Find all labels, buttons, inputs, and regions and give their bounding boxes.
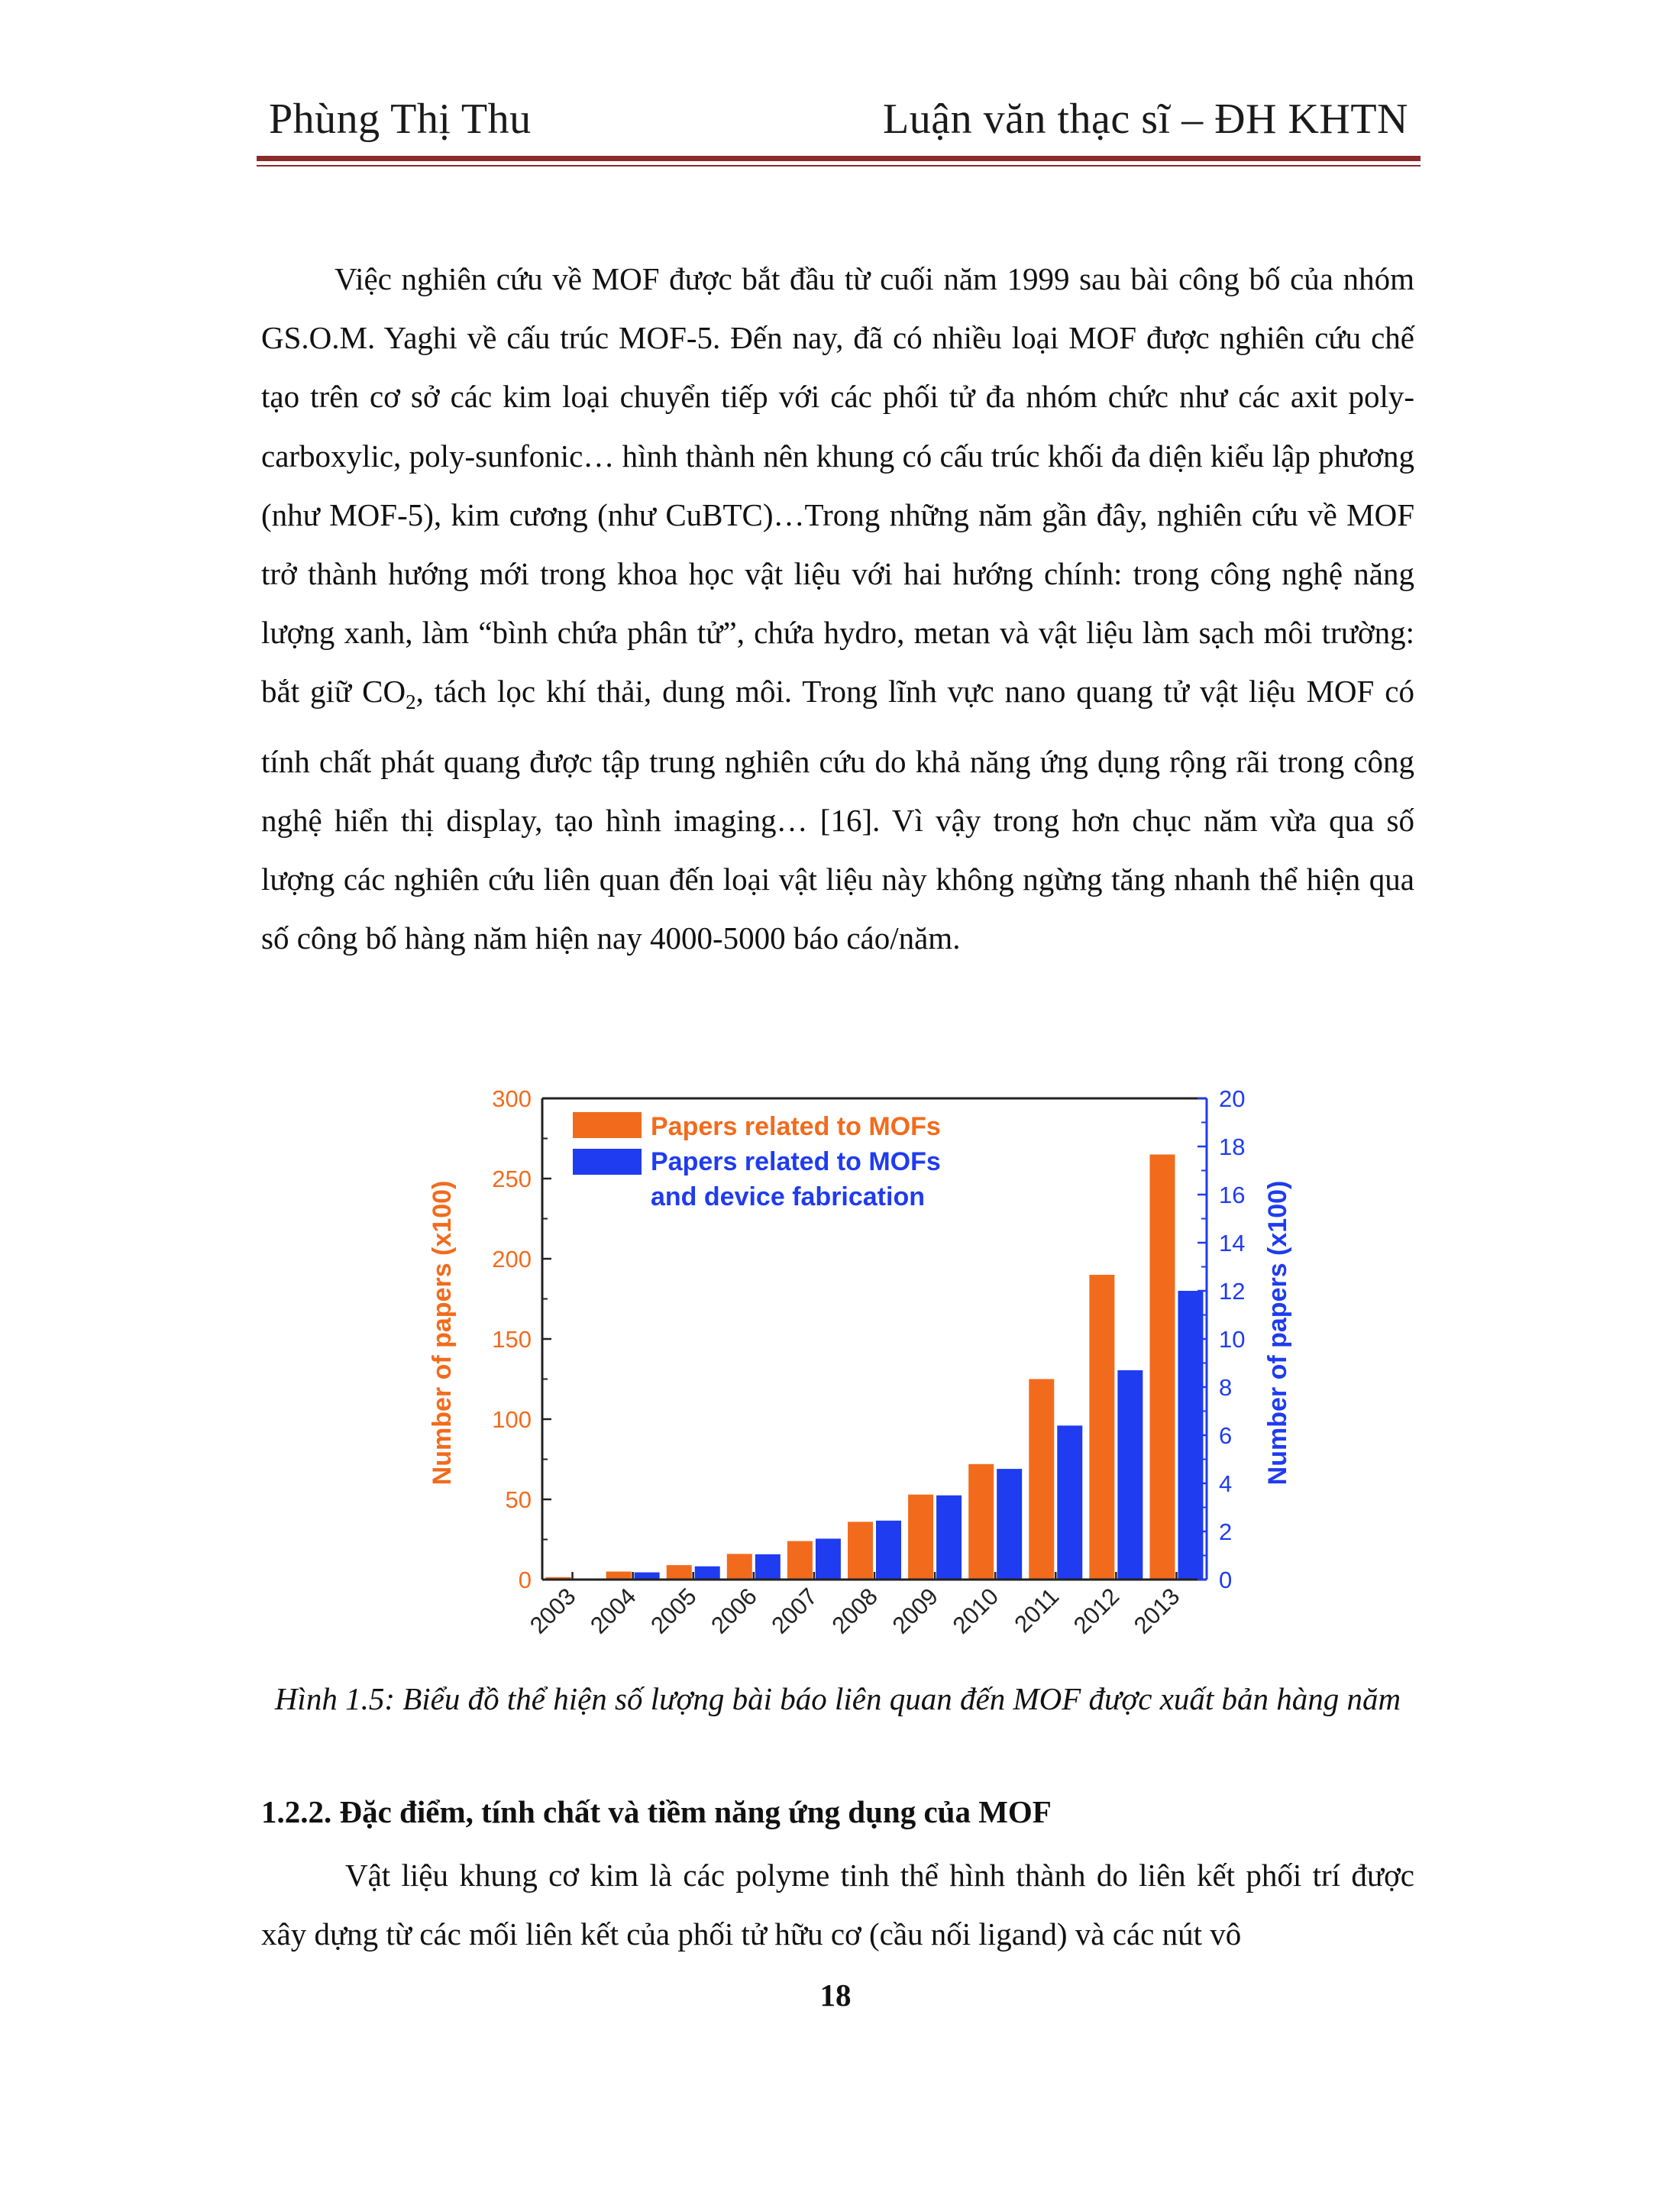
paragraph-1-text-b: , tách lọc khí thải, dung môi. Trong lĩnh vực nano quang tử vật liệu MOF có tính chất phát quang được tập trung nghiên cứu do khả năng ứng dụng rộng rãi trong công nghệ hiển thị display, tạo hình imaging… [16]. Vì vậy trong hơn chục năm vừa qua số lượng các nghiên cứu liên quan đến loại vật liệu này không ngừng tăng nhanh thể hiện qua số công bố hàng năm hiện nay 4000-5000 báo cáo/năm. xyxy=(261,674,1414,956)
bar-device-fabrication xyxy=(695,1567,720,1580)
y-right-tick-label: 0 xyxy=(1219,1567,1233,1593)
bar-mofs xyxy=(1029,1379,1054,1580)
bar-mofs xyxy=(848,1522,873,1580)
x-tick-label: 2011 xyxy=(1009,1583,1065,1638)
y-left-tick-label: 250 xyxy=(492,1166,532,1192)
y-left-tick-label: 0 xyxy=(518,1567,532,1593)
y-right-tick-label: 10 xyxy=(1219,1326,1246,1353)
figure-bar-chart xyxy=(397,1075,1292,1671)
y-right-tick-label: 8 xyxy=(1219,1374,1233,1401)
bar-mofs xyxy=(606,1572,632,1580)
bar-mofs xyxy=(1089,1275,1114,1580)
paragraph-1-text-a: Việc nghiên cứu về MOF được bắt đầu từ cuối năm 1999 sau bài công bố của nhóm GS.O.M. Yaghi về cấu trúc MOF-5. Đến nay, đã có nhiều loại MOF được nghiên cứu chế tạo trên cơ sở các kim loại chuyển tiếp với các phối tử đa nhóm chức như các axit poly-carboxylic, poly-sunfonic… hình thành nên khung có cấu trúc khối đa diện kiểu lập phương (như MOF-5), kim cương (như CuBTC)…Trong những năm gần đây, nghiên cứu về MOF trở thành hướng mới trong khoa học vật liệu với hai hướng chính: trong công nghệ năng lượng xanh, làm “bình chứa phân tử”, chứa hydro, metan và vật liệu làm sạch môi trường: bắt giữ CO xyxy=(261,261,1414,710)
page-header xyxy=(269,90,1408,151)
y-right-tick-label: 4 xyxy=(1219,1470,1233,1497)
legend-swatch-device-fabrication xyxy=(573,1149,642,1175)
body-paragraph-1 xyxy=(261,250,1414,969)
header-rule-thick xyxy=(257,156,1421,161)
paragraph-1-subscript: 2 xyxy=(406,690,416,714)
bar-device-fabrication xyxy=(876,1521,901,1580)
y-left-tick-label: 100 xyxy=(492,1406,532,1433)
bar-device-fabrication xyxy=(997,1469,1022,1580)
y-axis-left-title: Number of papers (x100) xyxy=(428,1180,457,1486)
x-tick-label: 2013 xyxy=(1128,1583,1185,1639)
header-author: Phùng Thị Thu xyxy=(269,95,532,143)
bar-device-fabrication xyxy=(1117,1370,1143,1580)
legend-swatch-mofs xyxy=(573,1112,642,1138)
x-tick-label: 2005 xyxy=(645,1583,702,1639)
y-left-tick-label: 50 xyxy=(505,1486,532,1513)
bar-chart xyxy=(397,1075,1292,1671)
bar-device-fabrication xyxy=(816,1538,841,1580)
legend-label-device-fabrication-line1: Papers related to MOFs xyxy=(651,1147,941,1176)
x-tick-label: 2006 xyxy=(706,1583,762,1639)
legend-label-device-fabrication-line2: and device fabrication xyxy=(651,1182,925,1211)
bar-mofs xyxy=(787,1541,813,1580)
bar-mofs xyxy=(968,1464,994,1580)
y-right-tick-label: 2 xyxy=(1219,1518,1233,1545)
section-heading: 1.2.2. Đặc điểm, tính chất và tiềm năng ứng dụng của MOF xyxy=(261,1794,1052,1829)
bar-device-fabrication xyxy=(1057,1425,1082,1580)
y-right-tick-label: 12 xyxy=(1219,1278,1246,1305)
x-tick-label: 2007 xyxy=(766,1583,823,1639)
y-right-tick-label: 18 xyxy=(1219,1133,1246,1160)
y-axis-right-title: Number of papers (x100) xyxy=(1263,1180,1292,1486)
x-tick-label: 2008 xyxy=(826,1583,883,1639)
y-left-tick-label: 150 xyxy=(492,1326,532,1353)
header-thesis-title: Luận văn thạc sĩ – ĐH KHTN xyxy=(883,95,1408,143)
y-left-tick-label: 200 xyxy=(492,1246,532,1273)
x-tick-label: 2003 xyxy=(524,1583,581,1639)
y-right-tick-label: 6 xyxy=(1219,1422,1233,1449)
body-paragraph-2: Vật liệu khung cơ kim là các polyme tinh thể hình thành do liên kết phối trí được xây dựng từ các mối liên kết của phối tử hữu cơ (cầu nối ligand) và các nút vô xyxy=(261,1858,1414,1952)
bar-device-fabrication xyxy=(755,1554,781,1580)
x-tick-label: 2010 xyxy=(947,1583,1004,1639)
bar-mofs xyxy=(727,1554,752,1580)
header-rule-thin xyxy=(257,165,1421,167)
figure-caption: Hình 1.5: Biểu đồ thể hiện số lượng bài báo liên quan đến MOF được xuất bản hàng năm xyxy=(274,1681,1401,1716)
page-number: 18 xyxy=(819,1978,852,2013)
x-tick-label: 2009 xyxy=(887,1583,944,1639)
bar-mofs xyxy=(667,1565,692,1580)
y-right-tick-label: 20 xyxy=(1219,1085,1246,1112)
legend-label-mofs: Papers related to MOFs xyxy=(651,1112,941,1141)
x-tick-label: 2004 xyxy=(585,1583,642,1639)
y-left-tick-label: 300 xyxy=(492,1085,532,1112)
x-tick-label: 2012 xyxy=(1068,1583,1125,1639)
bar-device-fabrication xyxy=(936,1496,962,1580)
bar-mofs xyxy=(1149,1155,1175,1580)
y-right-tick-label: 16 xyxy=(1219,1182,1246,1208)
y-right-tick-label: 14 xyxy=(1219,1230,1246,1256)
bar-mofs xyxy=(908,1495,933,1580)
